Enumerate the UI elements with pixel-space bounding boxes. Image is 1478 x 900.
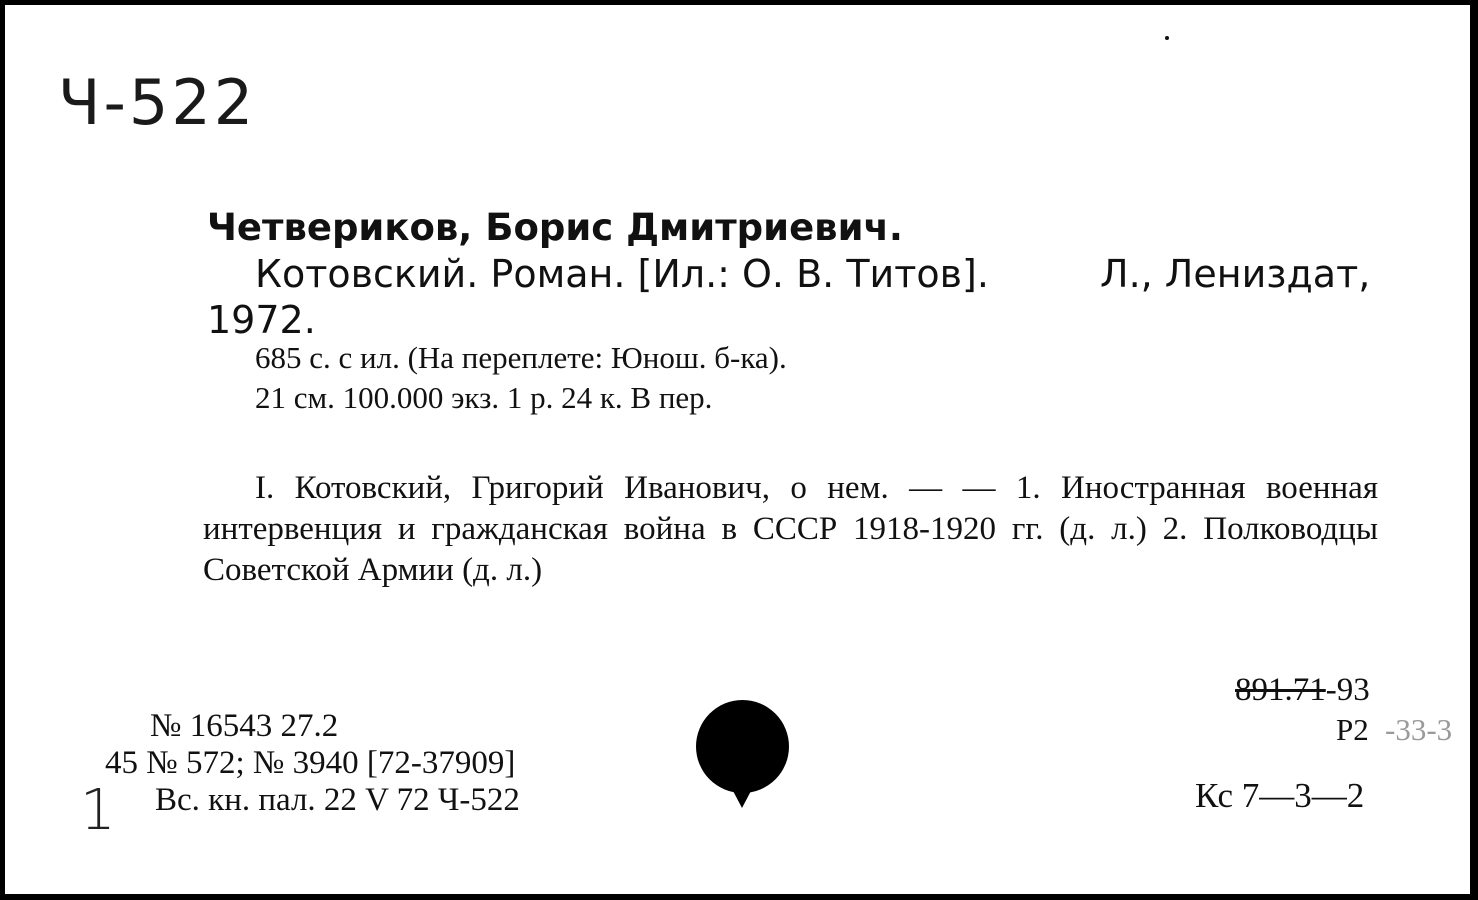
- imprint-year: 1972.: [207, 298, 316, 342]
- subject-tracings: I. Котовский, Григорий Иванович, о нем. — — 1. Иностранная военная интервенция и гражданская война в СССР 1918-1920 гг. (д. л.) 2. Полководцы Советской Армии (д. л.): [203, 470, 1378, 588]
- card-edge-right: [1470, 0, 1478, 900]
- card-edge-bottom: [0, 894, 1478, 900]
- classification-code-2-faint: -33-3: [1385, 712, 1453, 747]
- collation-size-price: 21 см. 100.000 экз. 1 р. 24 к. В пер.: [255, 380, 713, 415]
- registration-line-2: 45 № 572; № 3940 [72-37909]: [105, 745, 516, 781]
- punch-hole-tip: [722, 770, 762, 808]
- card-edge-top: [0, 0, 1478, 5]
- card-edge-left: [0, 0, 5, 900]
- registration-line-1: № 16543 27.2: [150, 708, 339, 744]
- registration-line-3: Вс. кн. пал. 22 V 72 Ч-522: [155, 782, 520, 818]
- author-heading: Четвериков, Борис Дмитриевич.: [207, 206, 903, 249]
- handwritten-mark: 1: [80, 778, 116, 843]
- classification-code-1-struck: 891.71: [1235, 672, 1326, 708]
- collation-pages: 685 с. с ил. (На переплете: Юнош. б-ка).: [255, 340, 787, 375]
- imprint-place-publisher: Л., Лениздат,: [1100, 252, 1371, 296]
- classification-code-2: Р2: [1336, 712, 1369, 747]
- ink-speck: [1165, 36, 1169, 40]
- author-mark-code: Кс 7—3—2: [1195, 776, 1365, 815]
- classification-code-1-rest: -93: [1325, 672, 1370, 708]
- title-statement: Котовский. Роман. [Ил.: О. В. Титов].: [255, 252, 989, 296]
- classification-code-1: [1235, 672, 1370, 709]
- call-number: Ч-522: [58, 66, 257, 139]
